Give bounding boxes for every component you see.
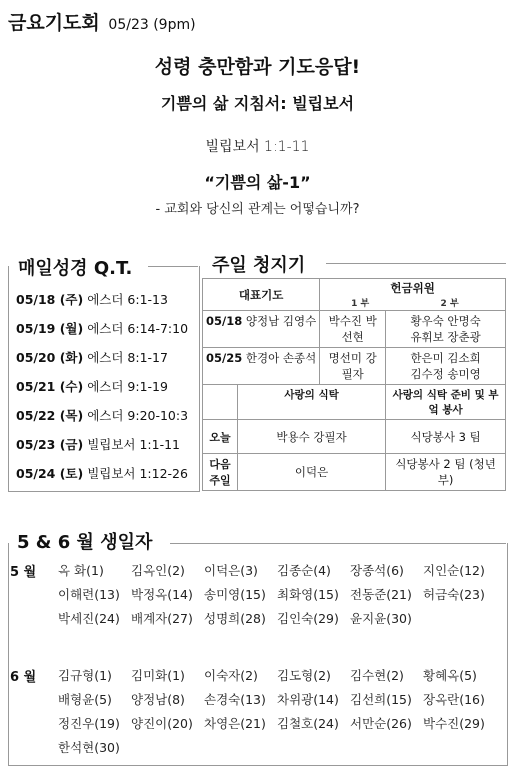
birthday-entry: 한석현(30): [58, 740, 120, 755]
birthday-entry: 김미화(1): [131, 668, 185, 683]
birthday-entry: 황혜옥(5): [423, 668, 477, 683]
birthday-title: 5 & 6 월 생일자: [14, 528, 155, 554]
birthday-entry: 김선희(15): [350, 692, 412, 707]
qt-date: 05/22 (목): [16, 408, 84, 423]
birthday-entry: 최화영(15): [277, 587, 339, 602]
duty-row: [203, 348, 506, 385]
next-label: [203, 454, 238, 491]
birthday-entry: 김인숙(29): [277, 611, 339, 626]
june-label: 6 월: [10, 670, 37, 685]
duty-prayer-names: 양정남 김영수: [245, 314, 317, 328]
qt-date: 05/23 (금): [16, 437, 84, 452]
meal-header: 사랑의 식탁: [237, 385, 385, 420]
offering-header: [320, 279, 506, 311]
duty-second-names: 유휘보 장춘광: [410, 330, 481, 344]
birthday-entry: 김수현(2): [350, 668, 404, 683]
birthday-entry: 차위광(14): [277, 692, 339, 707]
birthday-entry: 박세진(24): [58, 611, 120, 626]
qt-item: [16, 348, 168, 366]
sermon-title: “기쁨의 삶-1”: [204, 173, 311, 192]
duty-first-service: 명선미 강필자: [320, 348, 386, 385]
qt-title: 매일성경 Q.T.: [14, 254, 136, 280]
qt-item: [16, 377, 168, 395]
duty-header-row: [203, 279, 506, 311]
next-label-line: 주일: [209, 474, 231, 487]
birthday-entry: 차영은(21): [204, 716, 266, 731]
duty-second-service: [386, 311, 506, 348]
duty-second-names: 한은미 김소희: [410, 351, 481, 365]
birthday-divider: [170, 543, 506, 544]
duty-divider: [326, 263, 506, 264]
qt-date: 05/19 (월): [16, 321, 84, 336]
service-title: 금요기도회: [8, 12, 100, 34]
birthday-entry: 지인순(12): [423, 563, 485, 578]
duty-second-names: 황우숙 안명숙: [410, 314, 481, 328]
qt-text: 에스더 9:1-19: [87, 379, 168, 394]
qt-text: 빌립보서 1:1-11: [87, 437, 181, 452]
birthday-entry: 손경숙(13): [204, 692, 266, 707]
first-service-label: 1 부: [351, 299, 370, 309]
birthday-entry: 서만순(26): [350, 716, 412, 731]
duty-second-names: 김수정 송미영: [410, 367, 481, 381]
duty-date: 05/18: [206, 314, 243, 328]
birthday-entry: 윤지윤(30): [350, 611, 412, 626]
next-label-line: 다음: [209, 458, 231, 471]
birthday-entry: 성명희(28): [204, 611, 266, 626]
duty-title: 주일 청지기: [206, 251, 311, 277]
today-prep: 식당봉사 3 팀: [386, 420, 506, 454]
next-meal: 이덕은: [237, 454, 385, 491]
meal-header-row: [203, 385, 506, 420]
offering-header-label: 헌금위원: [390, 281, 435, 295]
qt-item: [16, 406, 188, 424]
birthday-entry: 양진이(20): [131, 716, 193, 731]
meal-corner: [203, 385, 238, 420]
qt-text: 에스더 9:20-10:3: [87, 408, 189, 423]
second-service-label: 2 부: [440, 299, 459, 309]
birthday-entry: 전동준(21): [350, 587, 412, 602]
service-subheaders: [323, 296, 502, 309]
birthday-entry: 배계자(27): [131, 611, 193, 626]
duty-first-service: 박수진 박선현: [320, 311, 386, 348]
birthday-entry: 송미영(15): [204, 587, 266, 602]
duty-row: [203, 311, 506, 348]
duty-second-service: [386, 348, 506, 385]
sermon-question: - 교회와 당신의 관계는 어떻습니까?: [155, 202, 360, 217]
duty-date: 05/25: [206, 351, 243, 365]
birthday-entry: 박정옥(14): [131, 587, 193, 602]
birthday-entry: 김규형(1): [58, 668, 112, 683]
birthday-entry: 김철호(24): [277, 716, 339, 731]
birthday-entry: 배형윤(5): [58, 692, 112, 707]
birthday-entry: 김도형(2): [277, 668, 331, 683]
sermon-headline: 성령 충만함과 기도응답!: [154, 56, 361, 78]
today-label: 오늘: [203, 420, 238, 454]
qt-text: 에스더 6:14-7:10: [87, 321, 189, 336]
qt-item: [16, 290, 168, 308]
birthday-entry: 이해련(13): [58, 587, 120, 602]
birthday-entry: 양정남(8): [131, 692, 185, 707]
meal-row-next: [203, 454, 506, 491]
prep-header: 사랑의 식탁 준비 및 부엌 봉사: [386, 385, 506, 420]
scripture-reference: 빌립보서 1:1-11: [205, 139, 310, 155]
qt-item: [16, 464, 188, 482]
qt-date: 05/18 (주): [16, 292, 84, 307]
may-label: 5 월: [10, 565, 37, 580]
birthday-entry: 박수진(29): [423, 716, 485, 731]
duty-prayer-names: 한경아 손종석: [245, 351, 317, 365]
qt-item: [16, 435, 180, 453]
page-title: [8, 8, 196, 35]
qt-text: 에스더 8:1-17: [87, 350, 168, 365]
birthday-entry: 정진우(19): [58, 716, 120, 731]
birthday-entry: 장종석(6): [350, 563, 404, 578]
qt-divider: [148, 266, 198, 267]
next-prep: 식당봉사 2 팀 (청년부): [386, 454, 506, 491]
birthday-entry: 허금숙(23): [423, 587, 485, 602]
today-meal: 박용수 강필자: [237, 420, 385, 454]
birthday-entry: 김옥인(2): [131, 563, 185, 578]
birthday-entry: 이숙자(2): [204, 668, 258, 683]
qt-item: [16, 319, 188, 337]
birthday-entry: 김종순(4): [277, 563, 331, 578]
qt-date: 05/20 (화): [16, 350, 84, 365]
birthday-entry: 장옥란(16): [423, 692, 485, 707]
service-date: 05/23 (9pm): [108, 17, 196, 33]
prayer-header: 대표기도: [203, 279, 320, 311]
duty-prayer: [203, 311, 320, 348]
birthday-entry: 이덕은(3): [204, 563, 258, 578]
qt-text: 빌립보서 1:12-26: [87, 466, 188, 481]
qt-text: 에스더 6:1-13: [87, 292, 168, 307]
birthday-entry: 옥 화(1): [58, 563, 104, 578]
qt-date: 05/21 (수): [16, 379, 84, 394]
qt-date: 05/24 (토): [16, 466, 84, 481]
sermon-series: 기쁨의 삶 지침서: 빌립보서: [160, 94, 355, 113]
duty-prayer: [203, 348, 320, 385]
duty-table: [202, 278, 506, 491]
meal-row-today: [203, 420, 506, 454]
